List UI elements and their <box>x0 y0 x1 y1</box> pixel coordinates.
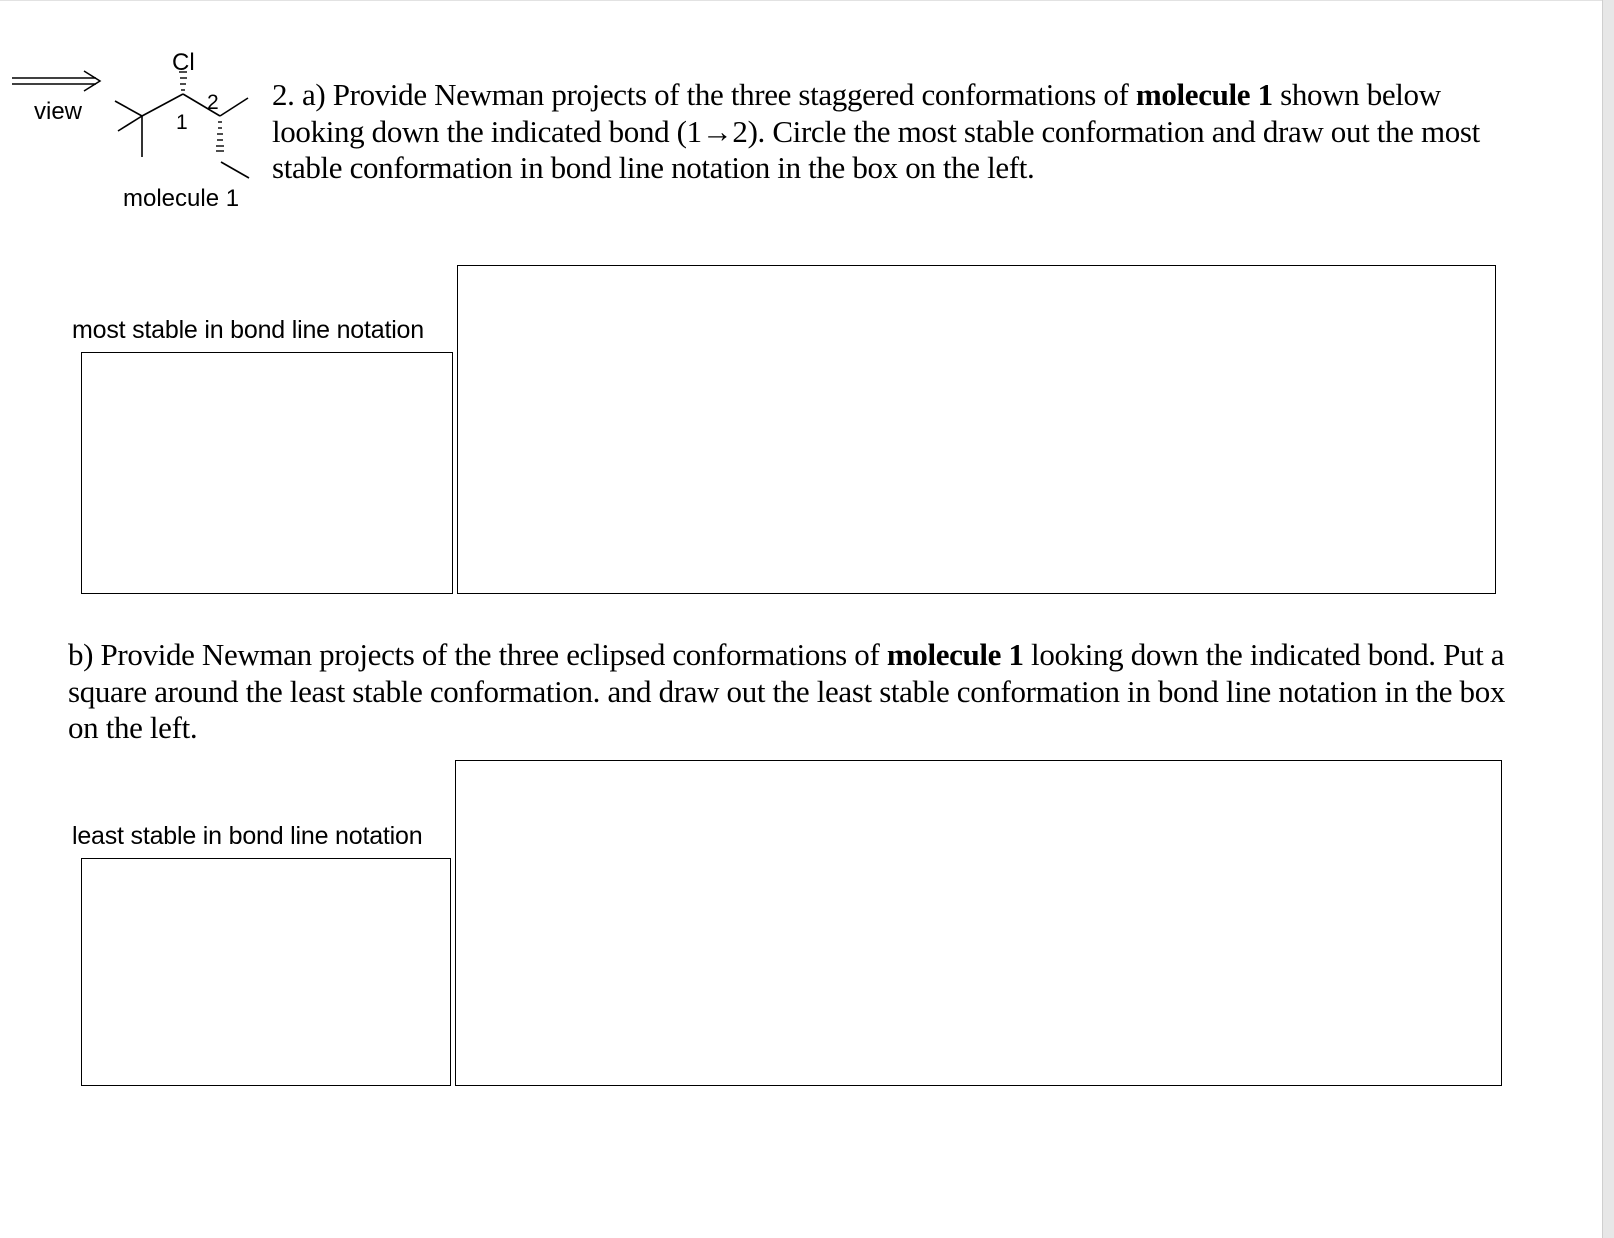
view-arrow-icon <box>12 71 100 91</box>
methyl-bond <box>221 162 249 178</box>
question-part-a <box>272 77 1482 187</box>
molecule-figure <box>0 0 280 230</box>
most-stable-answer-box[interactable] <box>81 352 453 594</box>
question-b-bold: molecule 1 <box>886 637 1024 672</box>
eclipsed-newman-answer-box[interactable] <box>455 760 1502 1086</box>
question-a-number: 2. a) <box>272 77 326 112</box>
most-stable-label: most stable in bond line notation <box>72 316 424 344</box>
question-a-text-1: Provide Newman projects of the three staggered conformations of <box>332 77 1136 112</box>
staggered-newman-answer-box[interactable] <box>457 265 1496 594</box>
question-part-b <box>68 637 1528 747</box>
hashed-wedge-down <box>216 122 224 151</box>
least-stable-label: least stable in bond line notation <box>72 822 423 850</box>
question-a-text-2: shown below looking down the indicated bond (1→2). Circle the most stable conformation and draw out the most stable conformation in bond line notation in the box on the left. <box>272 77 1480 185</box>
molecule-caption: molecule 1 <box>123 185 240 212</box>
question-b-text-2: looking down the indicated bond. Put a square around the least stable conformation. and draw out the least stable conformation in bond line notation in the box on the left. <box>68 637 1505 745</box>
question-a-bold: molecule 1 <box>1135 77 1273 112</box>
atom-cl-label: Cl <box>172 49 195 76</box>
question-b-text-1: Provide Newman projects of the three eclipsed conformations of <box>100 637 887 672</box>
scrollbar-track[interactable] <box>1602 0 1614 1238</box>
carbon-2-label: 2 <box>207 91 219 114</box>
least-stable-answer-box[interactable] <box>81 858 451 1086</box>
question-b-number: b) <box>68 637 94 672</box>
view-label: view <box>34 98 83 125</box>
carbon-1-label: 1 <box>176 111 188 134</box>
